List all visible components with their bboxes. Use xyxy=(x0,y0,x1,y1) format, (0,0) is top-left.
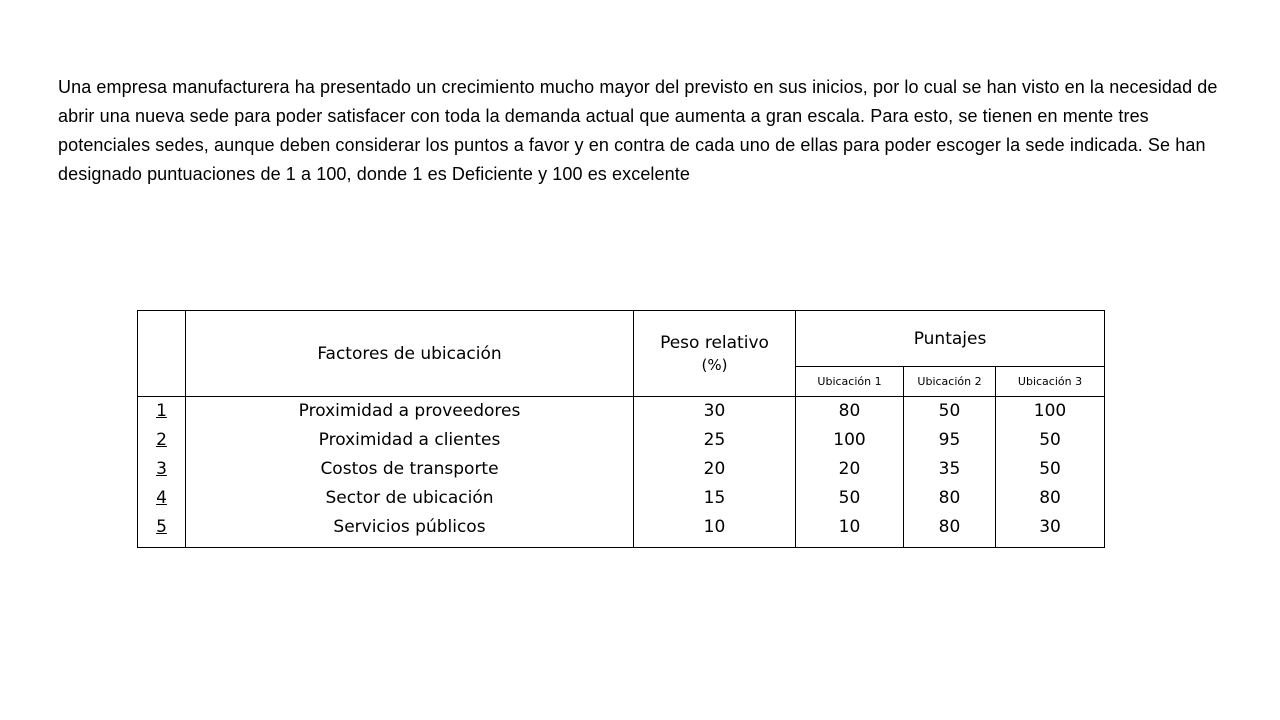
weight-value: 10 xyxy=(703,517,726,537)
loc3-score: 30 xyxy=(1039,517,1061,537)
index-value: 3 xyxy=(156,459,167,479)
weight-header-line2: (%) xyxy=(701,355,728,374)
index-column xyxy=(138,397,186,548)
weight-value: 25 xyxy=(703,430,726,450)
intro-paragraph: Una empresa manufacturera ha presentado un crecimiento mucho mayor del previsto en sus inicios, por lo cual se han visto en la necesidad de abrir una nueva sede para poder satisfacer con toda la demanda actual que aumenta a gran escala. Para esto, se tienen en mente tres potenciales sedes, aunque deben considerar los puntos a favor y en contra de cada uno de ellas para poder escoger la sede indicada. Se han designado puntuaciones de 1 a 100, donde 1 es Deficiente y 100 es excelente xyxy=(58,77,1218,184)
factor-column xyxy=(186,397,634,548)
loc2-score: 95 xyxy=(938,430,961,450)
scores-header: Puntajes xyxy=(796,311,1105,367)
factor-name: Proximidad a clientes xyxy=(318,430,501,450)
loc1-score: 50 xyxy=(838,488,861,508)
index-value: 4 xyxy=(156,488,167,508)
loc1-header: Ubicación 1 xyxy=(796,367,904,397)
loc2-score: 50 xyxy=(938,401,961,421)
loc3-score: 100 xyxy=(1033,401,1067,421)
loc1-score: 80 xyxy=(838,401,861,421)
loc2-header: Ubicación 2 xyxy=(904,367,996,397)
loc1-score: 10 xyxy=(838,517,861,537)
loc3-score: 50 xyxy=(1039,430,1061,450)
factor-name: Sector de ubicación xyxy=(325,488,494,508)
loc2-column xyxy=(904,397,996,548)
loc3-column xyxy=(996,397,1105,548)
index-value: 5 xyxy=(156,517,167,537)
index-value: 1 xyxy=(156,401,167,421)
location-factors-table xyxy=(137,310,1105,548)
loc1-score: 100 xyxy=(833,430,866,450)
factor-name: Costos de transporte xyxy=(320,459,499,479)
loc2-score: 80 xyxy=(938,517,961,537)
loc3-score: 80 xyxy=(1039,488,1061,508)
loc2-score: 80 xyxy=(938,488,961,508)
index-header xyxy=(138,311,186,397)
loc1-score: 20 xyxy=(838,459,861,479)
loc1-column xyxy=(796,397,904,548)
weight-header xyxy=(634,311,796,397)
factor-header: Factores de ubicación xyxy=(186,311,634,397)
weight-column xyxy=(634,397,796,548)
weight-value: 30 xyxy=(703,401,726,421)
weight-value: 20 xyxy=(703,459,726,479)
header-row-main xyxy=(138,311,1105,367)
weight-value: 15 xyxy=(703,488,726,508)
factor-name: Proximidad a proveedores xyxy=(298,401,521,421)
loc2-score: 35 xyxy=(938,459,961,479)
factor-name: Servicios públicos xyxy=(333,517,486,537)
table-body-row xyxy=(138,397,1105,548)
weight-header-line1: Peso relativo xyxy=(660,332,769,353)
loc3-header: Ubicación 3 xyxy=(996,367,1105,397)
index-value: 2 xyxy=(156,430,167,450)
loc3-score: 50 xyxy=(1039,459,1061,479)
